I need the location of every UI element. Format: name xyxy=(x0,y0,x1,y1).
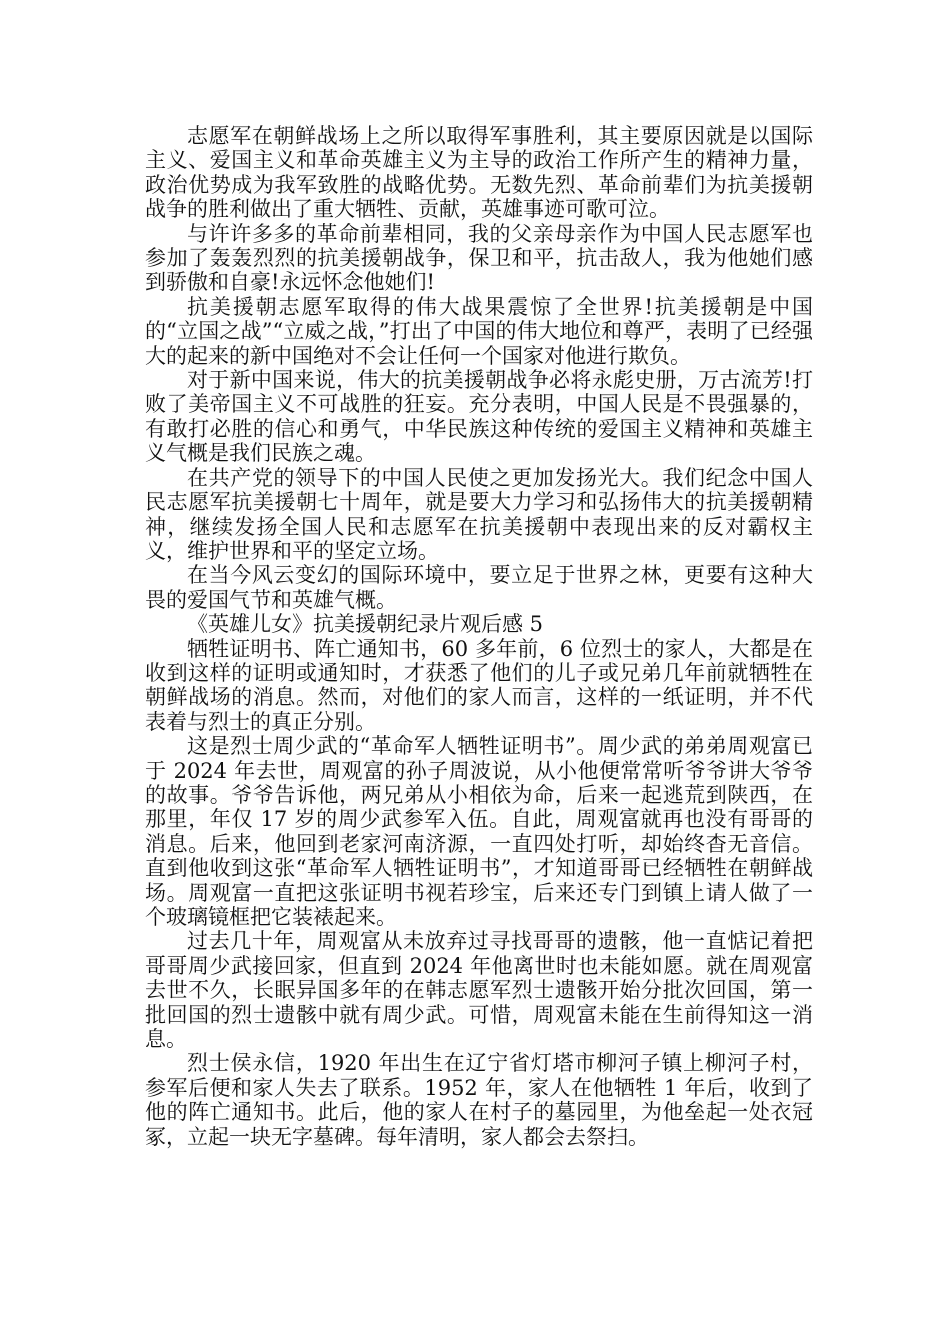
section-heading: 《英雄儿女》抗美援朝纪录片观后感 5 xyxy=(187,612,544,637)
paragraph: 在当今风云变幻的国际环境中，要立足于世界之林，更要有这种大畏的爱国气节和英雄气概。 xyxy=(145,563,813,612)
paragraph: 这是烈士周少武的“革命军人牺牲证明书”。周少武的弟弟周观富已于 2024 年去世，周观富的孙子周波说，从小他便常常听爷爷讲大爷爷的故事。爷爷告诉他，两兄弟从小相依为命，后来一起逃荒到陕西，在那里，年仅 17 岁的周少武参军入伍。自此，周观富就再也没有哥哥的消息。后来，他回到老家河南济源，一直四处打听，却始终杳无音信。直到他收到这张“革命军人牺牲证明书”，才知道哥哥已经牺牲在朝鲜战场。周观富一直把这张证明书视若珍宝，后来还专门到镇上请人做了一个玻璃镜框把它装裱起来。 xyxy=(145,734,813,929)
paragraph: 对于新中国来说，伟大的抗美援朝战争必将永彪史册，万古流芳!打败了美帝国主义不可战胜的狂妄。充分表明，中国人民是不畏强暴的，有敢打必胜的信心和勇气，中华民族这种传统的爱国主义精神和英雄主义气概是我们民族之魂。 xyxy=(145,368,813,466)
paragraph: 在共产党的领导下的中国人民使之更加发扬光大。我们纪念中国人民志愿军抗美援朝七十周年，就是要大力学习和弘扬伟大的抗美援朝精神，继续发扬全国人民和志愿军在抗美援朝中表现出来的反对霸权主义，维护世界和平的坚定立场。 xyxy=(145,465,813,563)
paragraph: 过去几十年，周观富从未放弃过寻找哥哥的遗骸，他一直惦记着把哥哥周少武接回家，但直到 2024 年他离世时也未能如愿。就在周观富去世不久，长眠异国多年的在韩志愿军烈士遗骸开始分批次回国，第一批回国的烈士遗骸中就有周少武。可惜，周观富未能在生前得知这一消息。 xyxy=(145,929,813,1052)
document-page xyxy=(145,124,813,1149)
paragraph: 抗美援朝志愿军取得的伟大战果震惊了全世界!抗美援朝是中国的“立国之战”“立威之战，”打出了中国的伟大地位和尊严，表明了已经强大的起来的新中国绝对不会让任何一个国家对他进行欺负。 xyxy=(145,294,813,368)
paragraph: 烈士侯永信，1920 年出生在辽宁省灯塔市柳河子镇上柳河子村，参军后便和家人失去了联系。1952 年，家人在他牺牲 1 年后，收到了他的阵亡通知书。此后，他的家人在村子的墓园里，为他垒起一处衣冠冢，立起一块无字墓碑。每年清明，家人都会去祭扫。 xyxy=(145,1051,813,1149)
paragraph: 牺牲证明书、阵亡通知书，60 多年前，6 位烈士的家人，大都是在收到这样的证明或通知时，才获悉了他们的儿子或兄弟几年前就牺牲在朝鲜战场的消息。然而，对他们的家人而言，这样的一纸证明，并不代表着与烈士的真正分别。 xyxy=(145,636,813,734)
paragraph: 与许许多多的革命前辈相同，我的父亲母亲作为中国人民志愿军也参加了轰轰烈烈的抗美援朝战争，保卫和平，抗击敌人，我为他她们感到骄傲和自豪!永远怀念他她们! xyxy=(145,221,813,295)
paragraph: 志愿军在朝鲜战场上之所以取得军事胜利，其主要原因就是以国际主义、爱国主义和革命英雄主义为主导的政治工作所产生的精神力量，政治优势成为我军致胜的战略优势。无数先烈、革命前辈们为抗美援朝战争的胜利做出了重大牺牲、贡献，英雄事迹可歌可泣。 xyxy=(145,124,813,222)
